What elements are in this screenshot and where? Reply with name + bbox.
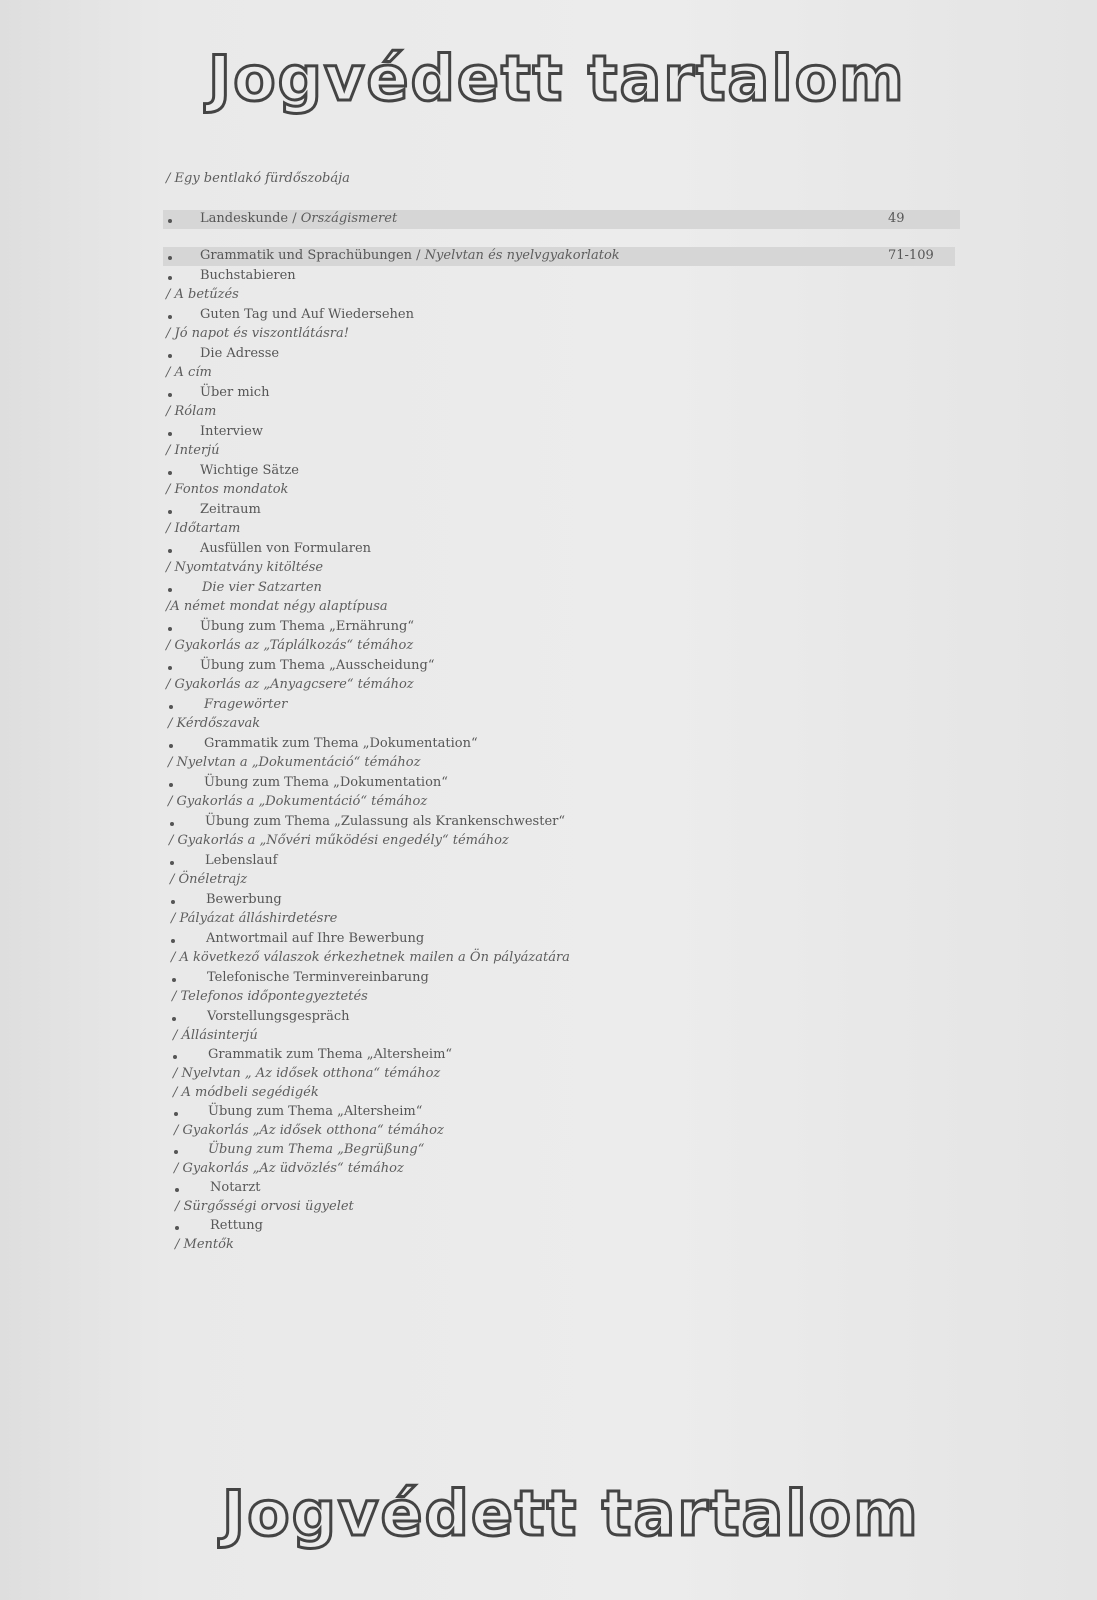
item-de: Die vier Satzarten xyxy=(202,580,322,595)
bullet xyxy=(168,471,172,475)
section-entry xyxy=(200,210,397,228)
item-hu: / Állásinterjú xyxy=(173,1028,258,1043)
bullet xyxy=(168,276,172,280)
item-de: Übung zum Thema „Ausscheidung“ xyxy=(200,658,435,673)
item-hu: / A betűzés xyxy=(166,287,239,302)
bullet xyxy=(169,705,173,709)
item-de: Rettung xyxy=(210,1218,263,1233)
item-de: Übung zum Thema „Begrüßung“ xyxy=(208,1142,425,1157)
item-hu: / Sürgősségi orvosi ügyelet xyxy=(175,1199,354,1214)
bullet xyxy=(170,861,174,865)
bullet xyxy=(168,354,172,358)
item-hu: /A német mondat négy alaptípusa xyxy=(166,599,388,614)
item-hu: / Gyakorlás a „Dokumentáció“ témához xyxy=(168,794,428,809)
item-hu: / Mentők xyxy=(175,1237,234,1252)
item-hu: / Nyomtatvány kitöltése xyxy=(166,560,324,575)
item-hu: / Telefonos időpontegyeztetés xyxy=(172,989,368,1004)
item-de: Fragewörter xyxy=(204,697,288,712)
item-hu: / Nyelvtan a „Dokumentáció“ témához xyxy=(168,755,421,770)
section-de: Landeskunde / xyxy=(200,211,301,226)
item-hu: / Pályázat álláshirdetésre xyxy=(171,911,338,926)
item-hu: / Gyakorlás az „Táplálkozás“ témához xyxy=(166,638,414,653)
item-de: Notarzt xyxy=(210,1180,261,1195)
item-de: Vorstellungsgespräch xyxy=(207,1009,350,1024)
intro-line: / Egy bentlakó fürdőszobája xyxy=(166,171,350,186)
bullet xyxy=(172,978,176,982)
item-de: Ausfüllen von Formularen xyxy=(200,541,372,556)
section-entry xyxy=(200,247,620,265)
section-hu: Országismeret xyxy=(300,211,398,226)
bullet xyxy=(171,900,175,904)
item-hu: / Kérdőszavak xyxy=(168,716,261,731)
bullet xyxy=(168,549,172,553)
item-de: Übung zum Thema „Dokumentation“ xyxy=(204,775,448,790)
item-hu: / Önéletrajz xyxy=(170,872,248,887)
bullet xyxy=(168,627,172,631)
bullet xyxy=(168,666,172,670)
section-de: Grammatik und Sprachübungen / xyxy=(200,248,425,263)
item-de: Grammatik zum Thema „Dokumentation“ xyxy=(204,736,478,751)
item-de: Übung zum Thema „Ernährung“ xyxy=(200,619,414,634)
bullet xyxy=(169,783,173,787)
item-de: Grammatik zum Thema „Altersheim“ xyxy=(208,1047,453,1062)
item-de: Übung zum Thema „Altersheim“ xyxy=(208,1104,423,1119)
watermark-top: Jogvédett tartalom xyxy=(208,42,906,115)
item-hu: / Gyakorlás „Az üdvözlés“ témához xyxy=(174,1161,404,1176)
bullet xyxy=(173,1055,177,1059)
bullet xyxy=(174,1150,178,1154)
item-hu: / Nyelvtan „ Az idősek otthona“ témához xyxy=(173,1066,441,1081)
bullet xyxy=(168,256,172,260)
item-de: Übung zum Thema „Zulassung als Krankenschwester“ xyxy=(205,814,565,829)
item-hu: / Gyakorlás az „Anyagcsere“ témához xyxy=(166,677,414,692)
bullet xyxy=(168,588,172,592)
item-hu-extra: / A módbeli segédigék xyxy=(173,1085,319,1100)
bullet xyxy=(170,822,174,826)
item-hu: / Interjú xyxy=(166,443,220,458)
item-de: Die Adresse xyxy=(200,346,280,361)
item-de: Telefonische Terminvereinbarung xyxy=(207,970,429,985)
item-de: Zeitraum xyxy=(200,502,261,517)
bullet xyxy=(168,432,172,436)
item-de: Interview xyxy=(200,424,263,439)
section-hu: Nyelvtan és nyelvgyakorlatok xyxy=(424,248,620,263)
item-de: Antwortmail auf Ihre Bewerbung xyxy=(206,931,425,946)
item-hu: / Időtartam xyxy=(166,521,241,536)
bullet xyxy=(171,939,175,943)
watermark-bottom: Jogvédett tartalom xyxy=(222,1477,920,1550)
item-hu: / Rólam xyxy=(166,404,217,419)
item-hu: / Jó napot és viszontlátásra! xyxy=(166,326,349,341)
item-de: Bewerbung xyxy=(206,892,282,907)
item-hu: / Fontos mondatok xyxy=(166,482,289,497)
bullet xyxy=(168,393,172,397)
bullet xyxy=(168,510,172,514)
bullet xyxy=(175,1188,179,1192)
item-de: Guten Tag und Auf Wiedersehen xyxy=(200,307,414,322)
item-hu: / A következő válaszok érkezhetnek mailen a Ön pályázatára xyxy=(171,950,570,965)
item-de: Lebenslauf xyxy=(205,853,278,868)
item-de: Buchstabieren xyxy=(200,268,296,283)
item-de: Über mich xyxy=(200,385,270,400)
bullet xyxy=(175,1226,179,1230)
page-number: 49 xyxy=(888,211,905,226)
item-de: Wichtige Sätze xyxy=(200,463,299,478)
bullet xyxy=(168,315,172,319)
bullet xyxy=(172,1017,176,1021)
item-hu: / A cím xyxy=(166,365,212,380)
item-hu: / Gyakorlás a „Nővéri működési engedély“ témához xyxy=(169,833,509,848)
page-number: 71-109 xyxy=(888,248,934,263)
bullet xyxy=(169,744,173,748)
bullet xyxy=(174,1112,178,1116)
item-hu: / Gyakorlás „Az idősek otthona“ témához xyxy=(174,1123,444,1138)
bullet xyxy=(168,219,172,223)
